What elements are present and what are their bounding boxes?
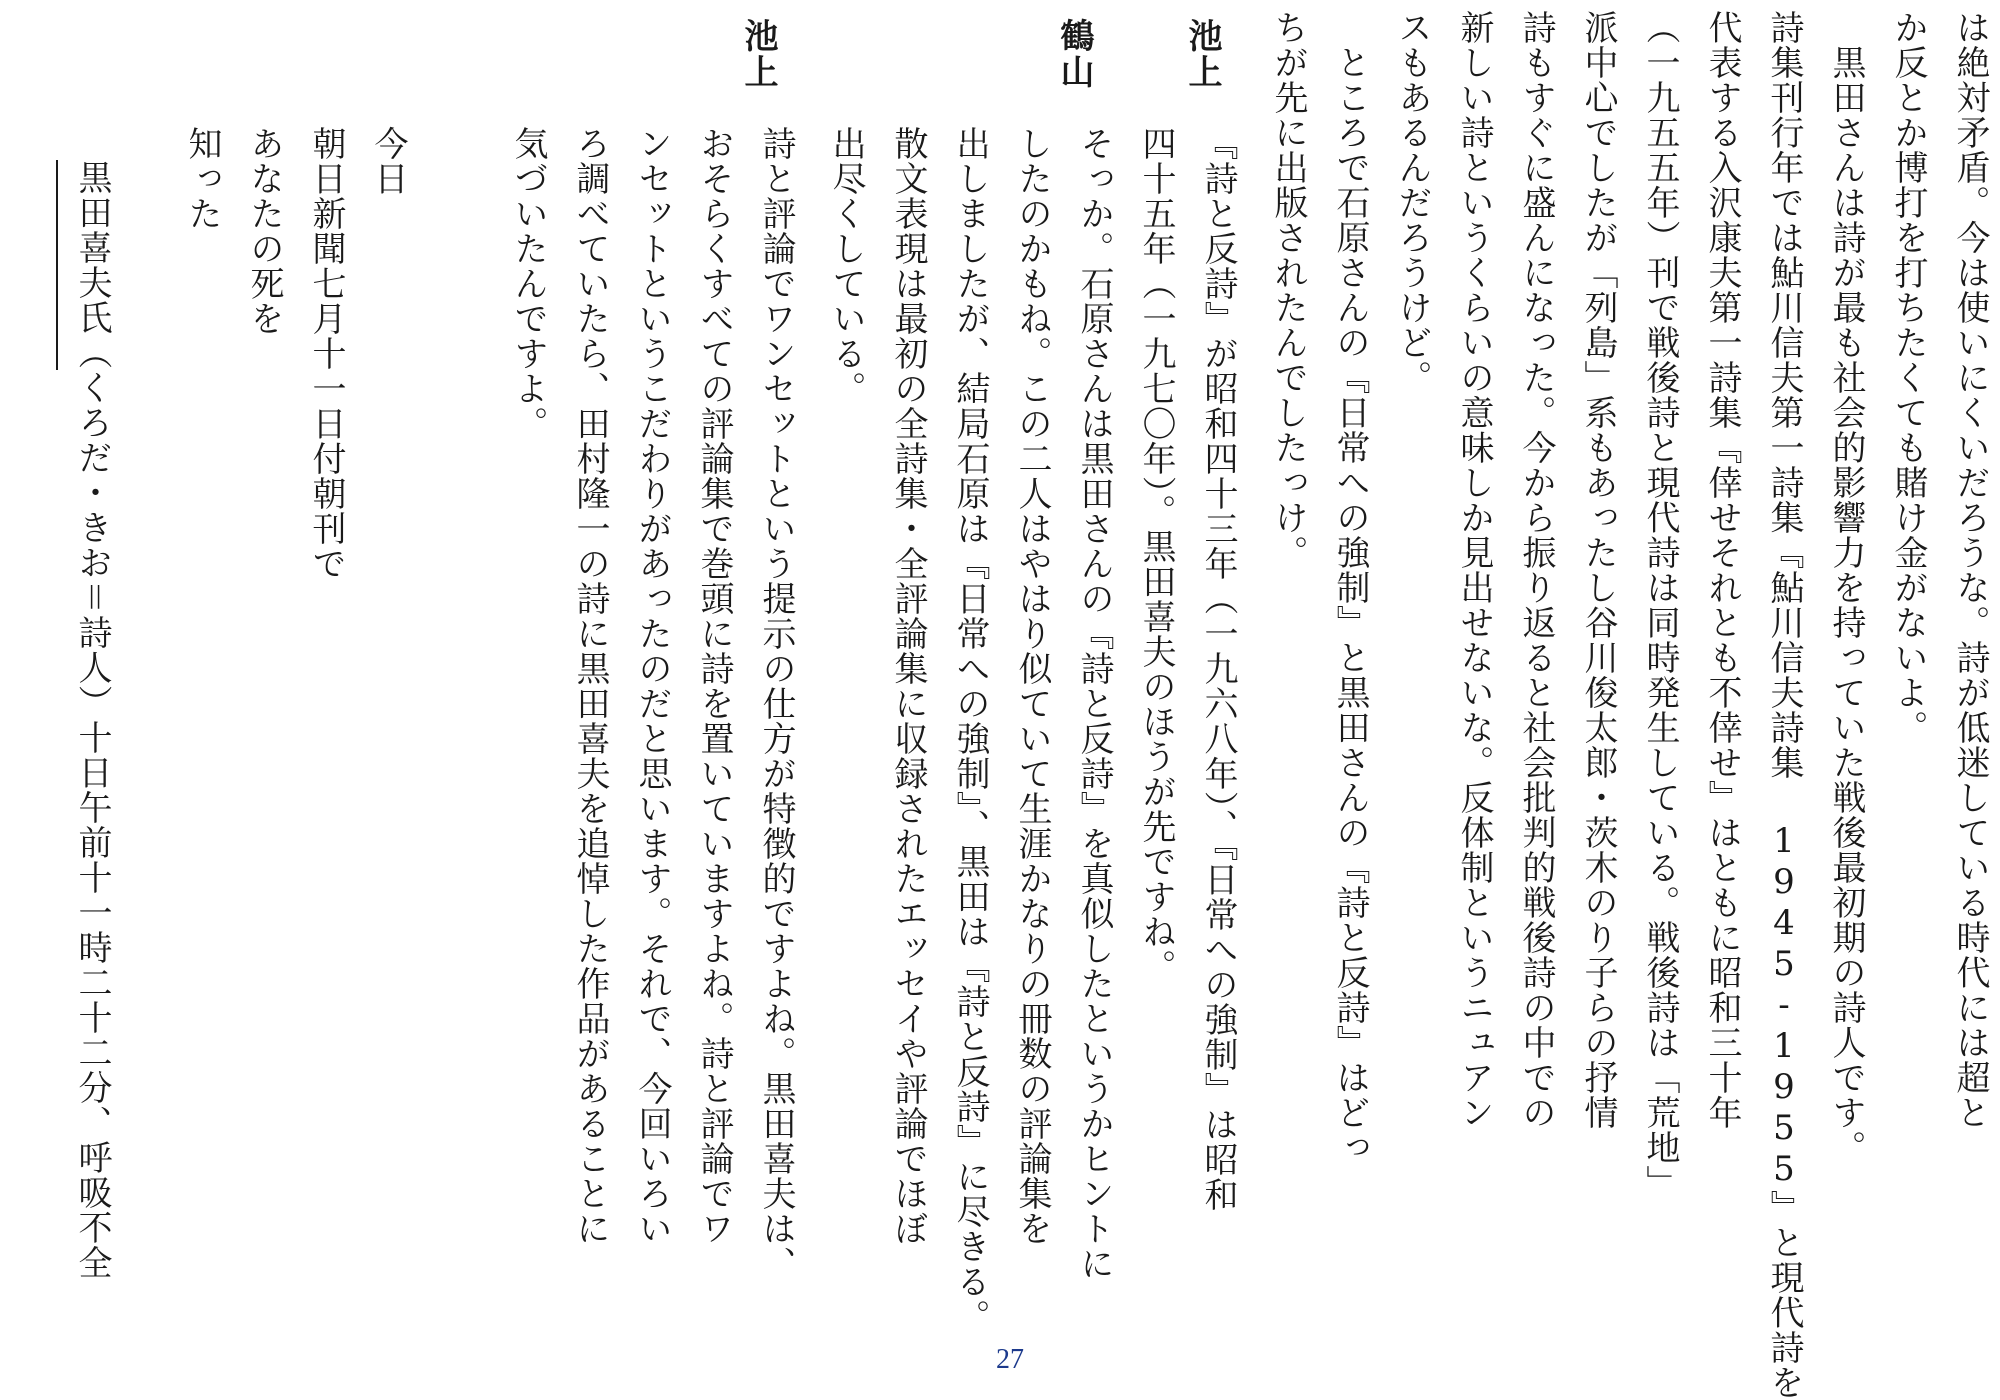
text-column: 派中心でしたが「列島」系もあったし谷川俊太郎・茨木のり子らの抒情 — [1578, 10, 1618, 1130]
poem-line: あなたの死を — [244, 126, 284, 336]
speaker-label-ikegami: 池上 — [1182, 18, 1222, 90]
text-column: 黒田さんは詩が最も社会的影響力を持っていた戦後最初期の詩人です。 — [1826, 10, 1866, 1165]
text-column: ンセットというこだわりがあったのだと思います。それで、今回いろい — [632, 126, 672, 1246]
speaker-label-ikegami: 池上 — [738, 18, 778, 90]
obituary-line: 黒田喜夫氏（くろだ・きお＝詩人）十日午前十一時二十二分、呼吸不全 — [72, 160, 112, 1280]
text-column: 代表する入沢康夫第一詩集『倖せそれとも不倖せ』はともに昭和三十年 — [1702, 10, 1742, 1130]
text-column: 散文表現は最初の全詩集・全評論集に収録されたエッセイや評論でほぼ — [888, 126, 928, 1246]
poem-line: 今日 — [368, 126, 408, 196]
text-column: したのかもね。この二人はやはり似ていて生涯かなりの冊数の評論集を — [1012, 126, 1052, 1246]
speaker-label-tsuruyama: 鶴山 — [1054, 18, 1094, 90]
text-column: 詩と評論でワンセットという提示の仕方が特徴的ですよね。黒田喜夫は、 — [756, 126, 796, 1281]
text-column: 出尽くしている。 — [826, 126, 866, 406]
text-column: 『詩と反詩』が昭和四十三年（一九六八年）、『日常への強制』は昭和 — [1198, 126, 1238, 1212]
text-column: ちが先に出版されたんでしたっけ。 — [1268, 10, 1308, 570]
text-column: 詩集刊行年では鮎川信夫第一詩集『鮎川信夫詩集 1945-1955』と現代詩を — [1764, 10, 1804, 1400]
text-column: 出しましたが、結局石原は『日常への強制』、黒田は『詩と反詩』に尽きる。 — [950, 126, 990, 1334]
text-column: ところで石原さんの『日常への強制』と黒田さんの『詩と反詩』はどっ — [1330, 10, 1370, 1165]
text-column: 気づいたんですよ。 — [508, 126, 548, 441]
name-sideline — [56, 160, 58, 370]
text-column: おそらくすべての評論集で巻頭に詩を置いていますよね。詩と評論でワ — [694, 126, 734, 1246]
text-column: ろ調べていたら、田村隆一の詩に黒田喜夫を追悼した作品があることに — [570, 126, 610, 1246]
text-column: 新しい詩というくらいの意味しか見出せないな。反体制というニュアン — [1454, 10, 1494, 1130]
text-column: スもあるんだろうけど。 — [1392, 10, 1432, 395]
page-number: 27 — [996, 1344, 1024, 1375]
text-column: （一九五五年）刊で戦後詩と現代詩は同時発生している。戦後詩は「荒地」 — [1640, 10, 1680, 1200]
text-column: そっか。石原さんは黒田さんの『詩と反詩』を真似したというかヒントに — [1074, 126, 1114, 1281]
text-column: は絶対矛盾。今は使いにくいだろうな。詩が低迷している時代には超と — [1950, 10, 1990, 1130]
text-column: か反とか博打を打ちたくても賭け金がないよ。 — [1888, 10, 1928, 745]
text-column: 四十五年（一九七〇年）。黒田喜夫のほうが先ですね。 — [1136, 126, 1176, 984]
poem-line: 朝日新聞七月十一日付朝刊で — [306, 126, 346, 581]
text-column: 詩もすぐに盛んになった。今から振り返ると社会批判的戦後詩の中での — [1516, 10, 1556, 1130]
poem-line: 知った — [182, 126, 222, 231]
